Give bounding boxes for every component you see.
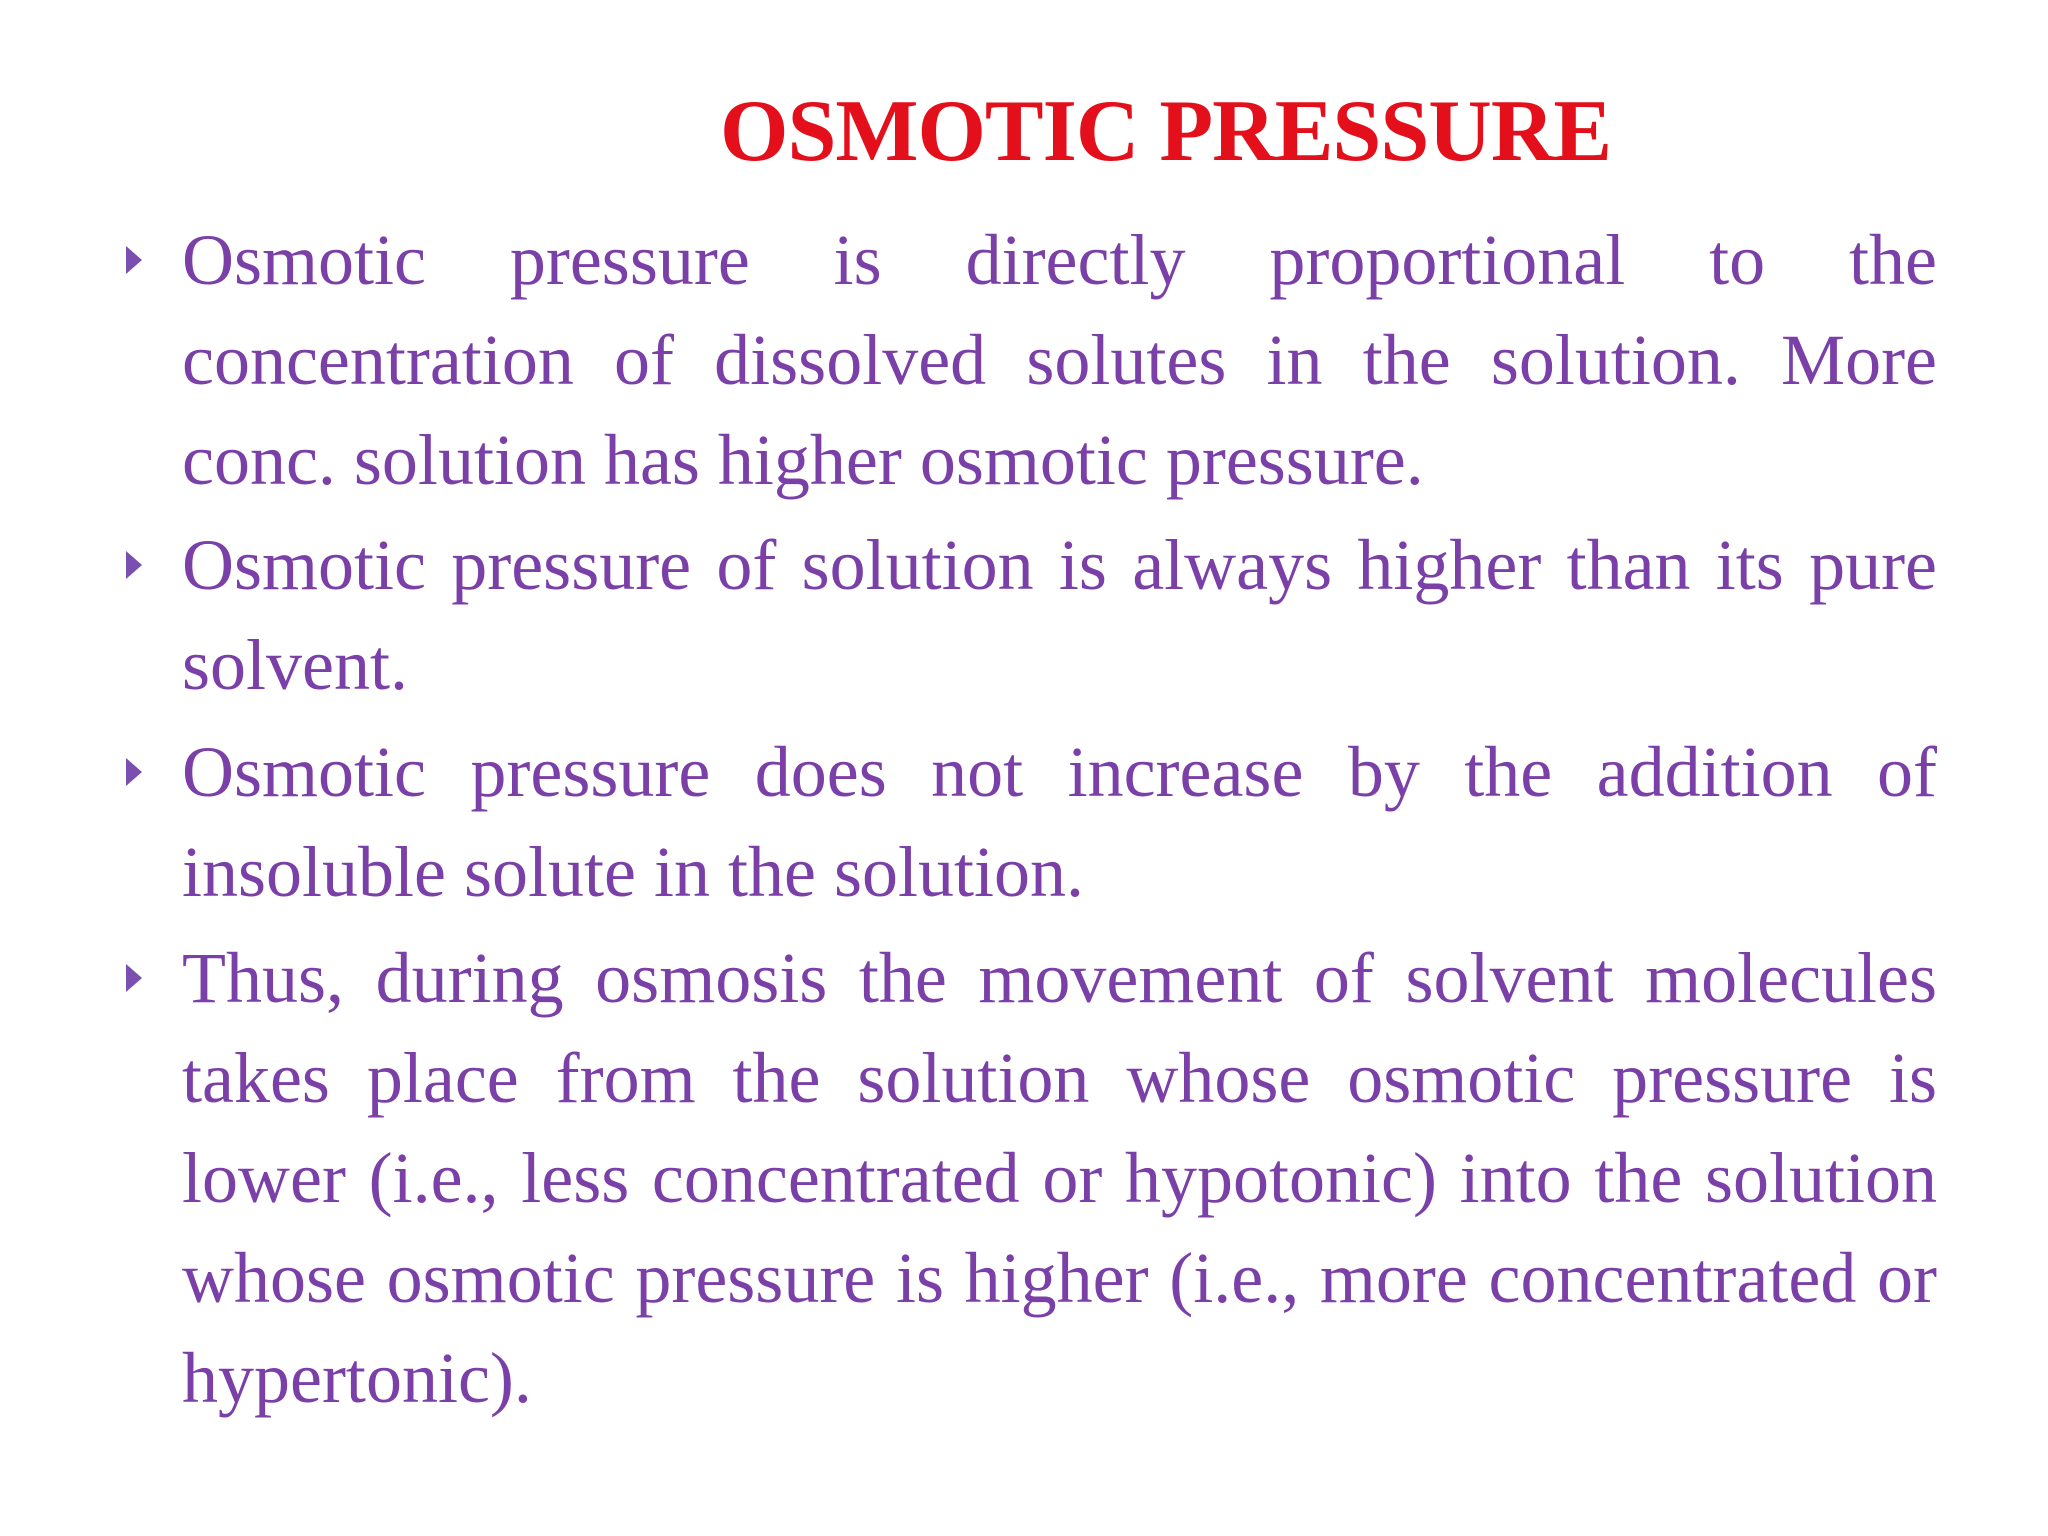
bullet-text: Osmotic pressure is directly proportional to the concentration of dissolved solutes in the solution. More conc. solution has higher osmotic pressure. <box>182 220 1937 500</box>
triangle-right-icon <box>126 758 142 786</box>
bullet-text: Osmotic pressure does not increase by the addition of insoluble solute in the solution. <box>182 732 1937 912</box>
bullet-text: Thus, during osmosis the movement of solvent molecules takes place from the solution whose osmotic pressure is lower (i.e., less concentrated or hypotonic) into the solution whose osmotic pressure is higher (i.e., more concentrated or hypertonic). <box>182 938 1937 1418</box>
slide-title: OSMOTIC PRESSURE <box>720 83 1612 180</box>
triangle-right-icon <box>126 964 142 992</box>
triangle-right-icon <box>126 246 142 274</box>
bullet-text: Osmotic pressure of solution is always higher than its pure solvent. <box>182 525 1937 705</box>
triangle-right-icon <box>126 551 142 579</box>
